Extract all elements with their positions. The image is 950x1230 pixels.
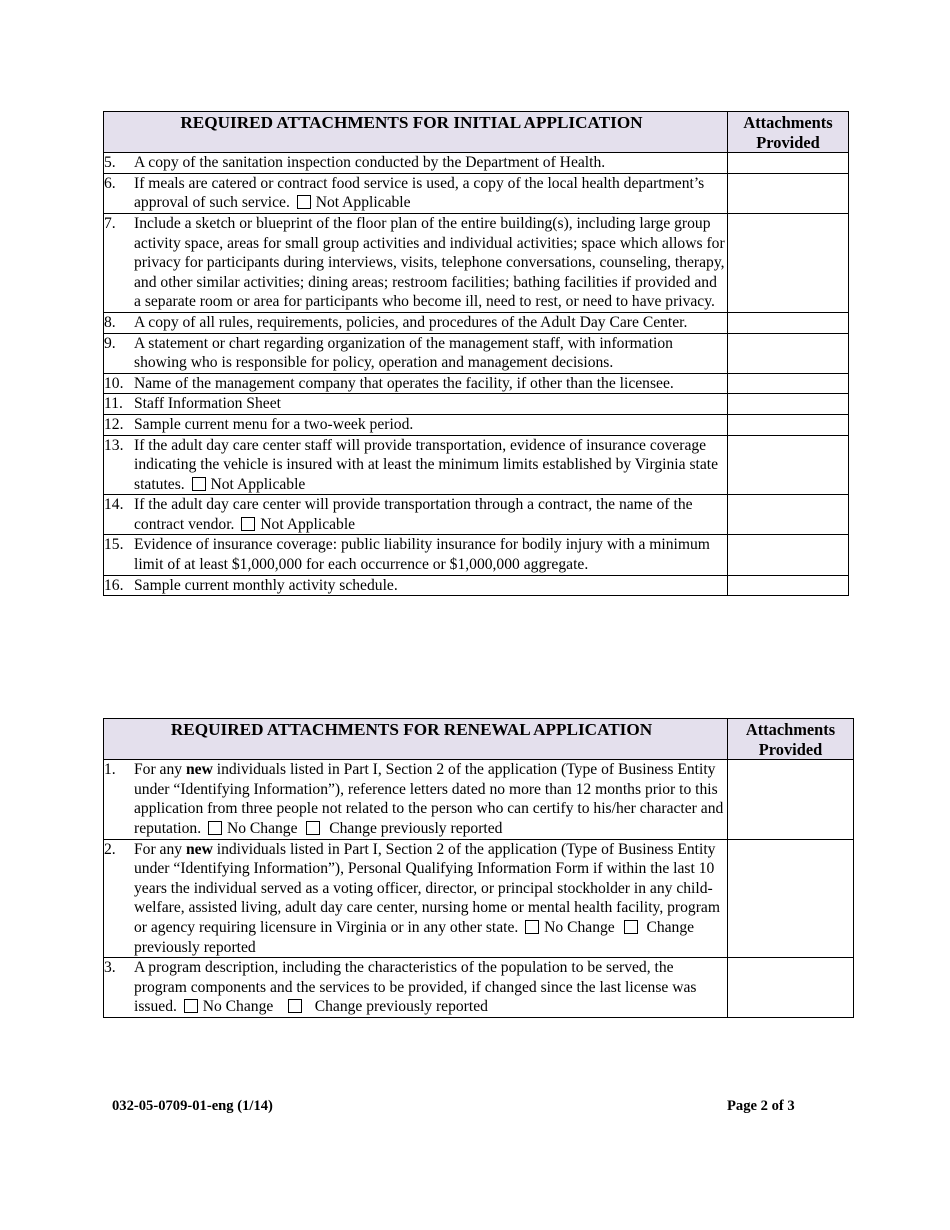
item-text: A copy of the sanitation inspection conducted by the Department of Health.	[134, 154, 606, 172]
no-change-checkbox[interactable]	[208, 821, 222, 835]
form-id: 032-05-0709-01-eng (1/14)	[112, 1098, 273, 1114]
item-number: 16.	[104, 576, 124, 594]
item-number: 10.	[104, 374, 124, 392]
table-row	[104, 213, 849, 312]
item-text: Include a sketch or blueprint of the floor plan of the entire building(s), including large group activity space, areas for small group activities and individual activities; space which allows for privacy for participants during interviews, visits, telephone conversations, counseling, therapy, and other similar activities; dining areas; restroom facilities; bathing facilities if provided and a separate room or area for participants who become ill, need to rest, or need to have privacy.	[134, 214, 725, 311]
attachment-provided-cell[interactable]	[728, 495, 849, 535]
attachment-provided-cell[interactable]	[728, 373, 849, 394]
attachment-provided-cell[interactable]	[728, 312, 849, 333]
item-text: individuals listed in Part I, Section 2 of the application (Type of Business Entity under “Identifying Information”), reference letters dated no more than 12 months prior to this application from three people not related to the person who can certify to his/her character and reputation.	[134, 761, 724, 837]
table-header-row	[104, 112, 849, 153]
attachments-provided-header: Attachments Provided	[728, 719, 854, 760]
renewal-attachments-table	[103, 718, 854, 1018]
table-row	[104, 839, 854, 958]
item-text-prefix: For any	[134, 840, 186, 858]
item-text: If the adult day care center will provide transportation through a contract, the name of the contract vendor.	[134, 496, 693, 533]
item-text: Sample current monthly activity schedule.	[134, 576, 398, 594]
checkbox-label: Not Applicable	[260, 515, 356, 533]
item-text: Staff Information Sheet	[134, 395, 281, 413]
change-previously-reported-checkbox[interactable]	[288, 999, 302, 1013]
no-change-checkbox[interactable]	[525, 920, 539, 934]
checkbox-label: Change previously reported	[134, 918, 695, 956]
item-text-emphasis: new	[185, 840, 213, 858]
item-number: 3.	[104, 959, 116, 977]
table-row	[104, 495, 849, 535]
checkbox-label: Change previously reported	[329, 819, 503, 837]
item-text: Evidence of insurance coverage: public liability insurance for bodily injury with a minimum limit of at least $1,000,000 for each occurrence or $1,000,000 aggregate.	[134, 536, 710, 574]
item-text: A statement or chart regarding organization of the management staff, with information showing who is responsible for policy, operation and management decisions.	[134, 334, 673, 372]
attachment-provided-cell[interactable]	[728, 213, 849, 312]
table-row	[104, 312, 849, 333]
change-previously-reported-checkbox[interactable]	[624, 920, 638, 934]
attachment-provided-cell[interactable]	[728, 414, 849, 435]
item-number: 15.	[104, 536, 124, 554]
item-text: A copy of all rules, requirements, policies, and procedures of the Adult Day Care Center.	[134, 313, 688, 331]
item-number: 6.	[104, 174, 116, 192]
table-header-row	[104, 719, 854, 760]
item-number: 11.	[104, 395, 123, 413]
initial-attachments-table	[103, 111, 849, 596]
attachment-provided-cell[interactable]	[728, 153, 849, 174]
item-number: 8.	[104, 313, 116, 331]
item-number: 14.	[104, 496, 124, 514]
item-text: A program description, including the characteristics of the population to be served, the program components and the services to be provided, if changed since the last license was issued.	[134, 959, 697, 1016]
table-row	[104, 575, 849, 596]
page-number: Page 2 of 3	[727, 1098, 795, 1114]
table-row	[104, 153, 849, 174]
item-text: If meals are catered or contract food service is used, a copy of the local health department’s approval of such service.	[134, 174, 705, 212]
item-number: 12.	[104, 415, 124, 433]
item-number: 2.	[104, 840, 116, 858]
item-text: Sample current menu for a two-week period.	[134, 415, 414, 433]
attachment-provided-cell[interactable]	[728, 760, 854, 839]
checkbox-label: Change previously reported	[314, 998, 488, 1016]
table-row	[104, 958, 854, 1018]
item-text: individuals listed in Part I, Section 2 of the application (Type of Business Entity under “Identifying Information”), Personal Qualifying Information Form if within the last 10 years the individual served as a voting officer, director, or principal stockholder in any child-welfare, assisted living, adult day care center, nursing home or mental health facility, program or agency requiring licensure in Virginia or in any other state.	[134, 840, 720, 936]
table-row	[104, 760, 854, 839]
item-number: 5.	[104, 154, 116, 172]
table-row	[104, 394, 849, 415]
checkbox-label: No Change	[544, 918, 615, 936]
attachment-provided-cell[interactable]	[728, 173, 849, 213]
not-applicable-checkbox[interactable]	[297, 195, 311, 209]
attachment-provided-cell[interactable]	[728, 435, 849, 495]
attachment-provided-cell[interactable]	[728, 535, 849, 575]
item-text: If the adult day care center staff will provide transportation, evidence of insurance coverage indicating the vehicle is insured with at least the minimum limits established by Virginia state statutes.	[134, 436, 719, 493]
not-applicable-checkbox[interactable]	[241, 517, 255, 531]
item-text-emphasis: new	[185, 761, 213, 779]
item-text-prefix: For any	[134, 761, 186, 779]
table-row	[104, 435, 849, 495]
attachment-provided-cell[interactable]	[728, 575, 849, 596]
renewal-table-title: REQUIRED ATTACHMENTS FOR RENEWAL APPLICATION	[104, 719, 728, 760]
table-row	[104, 414, 849, 435]
item-number: 1.	[104, 761, 116, 779]
item-number: 9.	[104, 334, 116, 352]
table-row	[104, 373, 849, 394]
table-row	[104, 173, 849, 213]
attachment-provided-cell[interactable]	[728, 839, 854, 958]
checkbox-label: No Change	[226, 819, 298, 837]
table-row	[104, 535, 849, 575]
item-number: 13.	[104, 436, 124, 454]
checkbox-label: Not Applicable	[315, 194, 411, 212]
attachment-provided-cell[interactable]	[728, 958, 854, 1018]
item-text: Name of the management company that operates the facility, if other than the licensee.	[134, 374, 674, 392]
table-row	[104, 333, 849, 373]
attachment-provided-cell[interactable]	[728, 333, 849, 373]
change-previously-reported-checkbox[interactable]	[306, 821, 320, 835]
no-change-checkbox[interactable]	[184, 999, 198, 1013]
checkbox-label: No Change	[202, 998, 274, 1016]
item-number: 7.	[104, 214, 116, 232]
not-applicable-checkbox[interactable]	[192, 477, 206, 491]
attachments-provided-header: Attachments Provided	[728, 112, 849, 153]
attachment-provided-cell[interactable]	[728, 394, 849, 415]
initial-table-title: REQUIRED ATTACHMENTS FOR INITIAL APPLICATION	[104, 112, 728, 153]
checkbox-label: Not Applicable	[210, 475, 306, 493]
